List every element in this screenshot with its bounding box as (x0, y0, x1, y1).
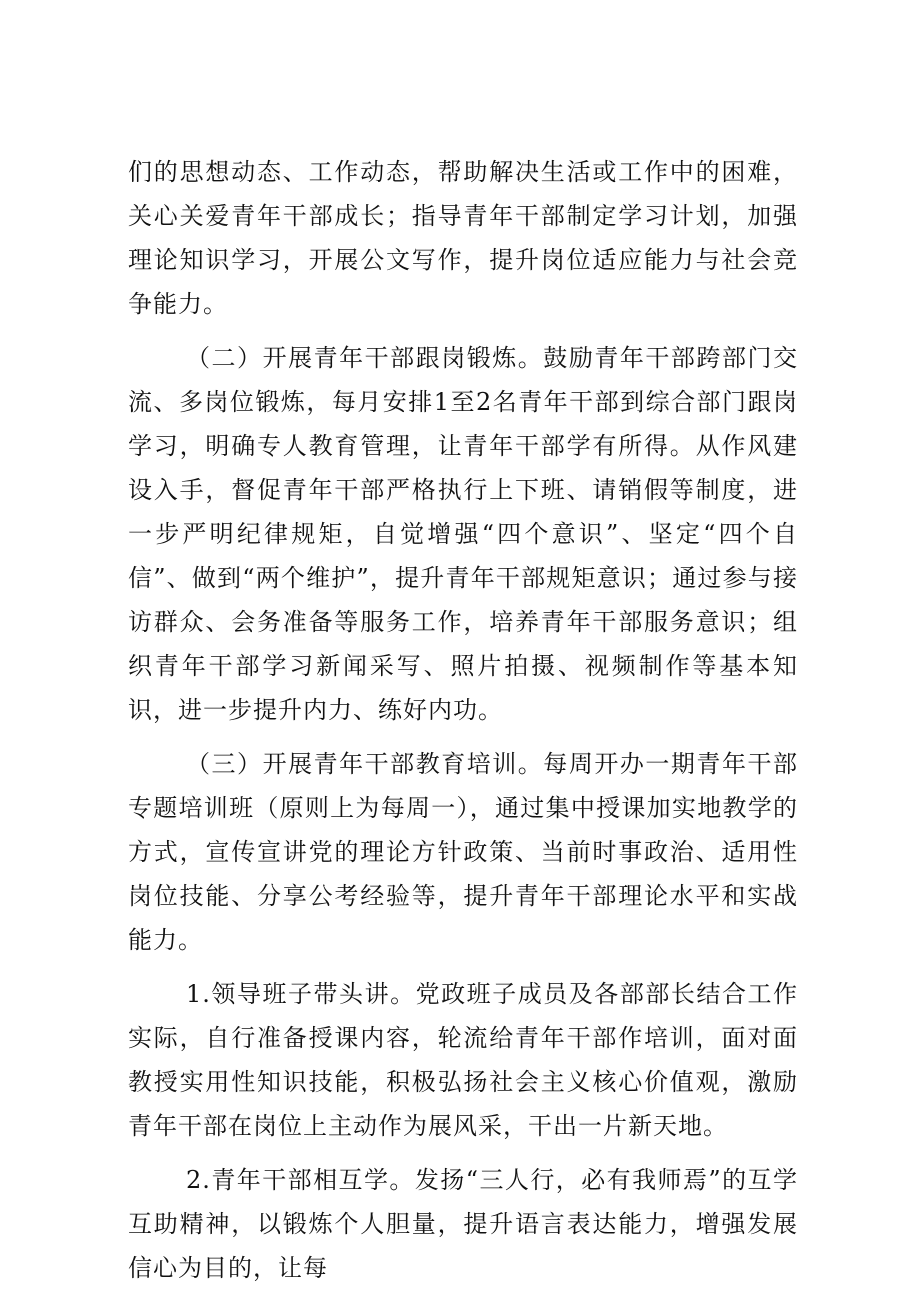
paragraph-continuation: 们的思想动态、工作动态，帮助解决生活或工作中的困难，关心关爱青年干部成长；指导青年干部制定学习计划，加强理论知识学习，开展公文写作，提升岗位适应能力与社会竞争能力。 (128, 158, 798, 318)
paragraph-section-3: （三）开展青年干部教育培训。每周开办一期青年干部专题培训班（原则上为每周一），通过集中授课加实地教学的方式，宣传宣讲党的理论方针政策、当前时事政治、适用性岗位技能、分享公考经验等，提升青年干部理论水平和实战能力。 (128, 750, 798, 954)
paragraph-section-2: （二）开展青年干部跟岗锻炼。鼓励青年干部跨部门交流、多岗位锻炼，每月安排1至2名青年干部到综合部门跟岗学习，明确专人教育管理，让青年干部学有所得。从作风建设入手，督促青年干部严格执行上下班、请销假等制度，进一步严明纪律规矩，自觉增强“四个意识”、坚定“四个自信”、做到“两个维护”，提升青年干部规矩意识；通过参与接访群众、会务准备等服务工作，培养青年干部服务意识；组织青年干部学习新闻采写、照片拍摄、视频制作等基本知识，进一步提升内力、练好内功。 (128, 344, 798, 724)
paragraph-item-2: 2.青年干部相互学。发扬“三人行，必有我师焉”的互学互助精神，以锻炼个人胆量，提升语言表达能力，增强发展信心为目的，让每 (128, 1166, 798, 1282)
paragraph-item-1: 1.领导班子带头讲。党政班子成员及各部部长结合工作实际，自行准备授课内容，轮流给青年干部作培训，面对面教授实用性知识技能，积极弘扬社会主义核心价值观，激励青年干部在岗位上主动作为展风采，干出一片新天地。 (128, 980, 798, 1140)
document-body (128, 150, 798, 1290)
